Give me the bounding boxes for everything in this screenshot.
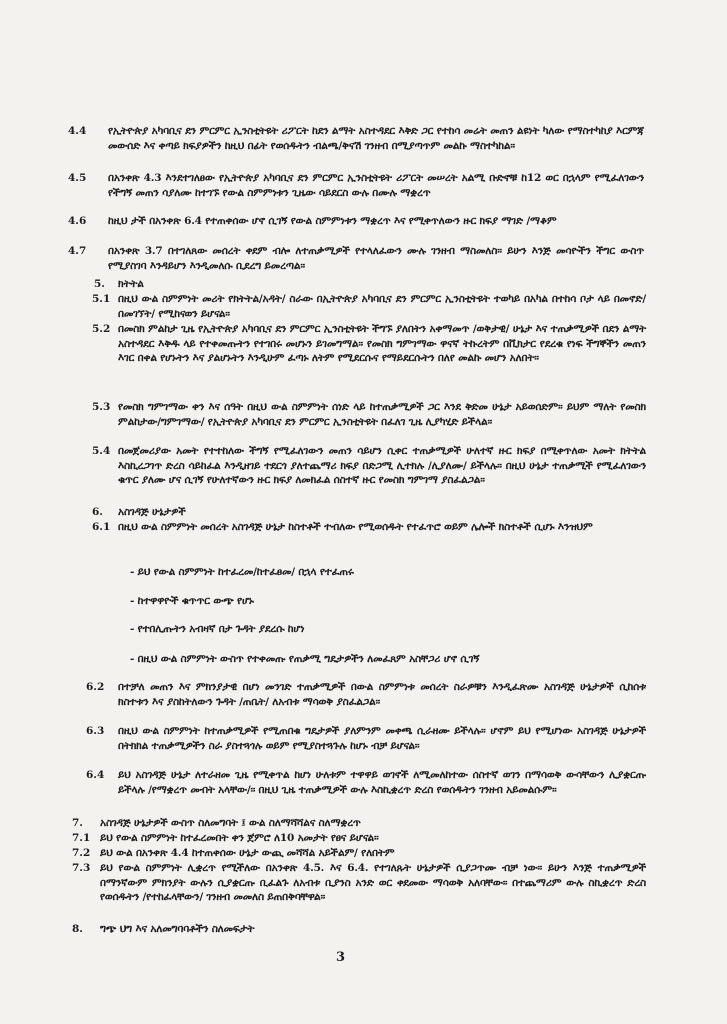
clause-7-3 (0, 861, 727, 905)
clause-number: 7.3 (72, 862, 91, 874)
section-title: ክትትል (118, 278, 144, 290)
clause-5-4 (0, 444, 727, 488)
section-8-heading (0, 922, 727, 937)
page-number: 3 (336, 950, 346, 965)
clause-text: በመጀመሪያው አመት የተተከለው ችግኝ የሚፈለገውን መጠን ሳይሆን ሲቀር ተጠቃሚዎች ሁለተኛ ዙር ክፍያ በሚቀጥለው አመት ክትትል እስኪረጋገጥ ድረስ ሳይከፈል እንዲዘገይ ተደርጎ ያለተጨማሪ ክፍያ በድጋሚ ሊተክሉ /ሊያለሙ/ ይችላሉ፡፡ በዚህ ሁኔታ ተጠቃሚች የሚፈለገውን ቁጥር ያለሙ ሆና ሲገኝ የሁለተኛውን ዙር ክፍያ ለመክፈል ሰስተኛ ዙር የመስክ ግምገማ ያስፈልጋል፡፡ (118, 445, 646, 487)
section-number: 7. (72, 817, 83, 829)
clause-text: ይህ ውል በአንቀጽ 4.4 ከተጠቀሰው ሁኔታ ውጪ መሻሻል አይችልም/ የለበትም (100, 847, 395, 859)
clause-text: በዚህ ውል ስምምነት መሪት የክትትል/አዳት/ ስራው በኢትዮጵያ አካባቢና ደን ምርምር ኢንስቲትዩት ተወካይ በአካል በተከሳ ቦታ ላይ በመኖድ/በመገኘት/ የሚከናወን ይሆናል፡፡ (118, 293, 646, 320)
clause-4-6 (0, 214, 727, 229)
bullet-text: - በዚህ ውል ስምምነት ውስጥ የተቀመጡ የጠቃሚ ግዴታዎችን ለመፈጸም አስቸጋሪ ሆኖ ሲገኝ (130, 653, 480, 665)
clause-number: 5.3 (92, 401, 111, 413)
list-item (0, 652, 727, 667)
clause-number: 5.4 (92, 445, 111, 457)
clause-text: ከዚህ ታች በአንቀጽ 6.4 የተጠቀሰው ሆኖ ሲገኝ የውል ስምምነቱን ማቋረጥ እና የሚቀጥለውን ዙር ክፍያ ማገድ /ማቆም (108, 215, 557, 227)
clause-number: 5.1 (92, 293, 111, 305)
section-number: 6. (92, 506, 103, 518)
bullet-text: - ይህ የውል ስምምነት ከተፈረመ/ከተፈፀመ/ በኋላ የተፈጠሩ (130, 566, 354, 578)
clause-number: 4.7 (68, 245, 87, 257)
clause-text: በአንቀጽ 3.7 በተገለጸው መሰረት ቀደም ብሎ ለተጠቃሚዎች የተላለፈውን ሙሉ ገንዘብ ማስመለስ፡፡ ይሁን እንጅ መሳዮችን ችግር ውስጥ የሚያስገባ እንዳይሆን እንዲመለሱ ቢደረግ ይመረጣል፡፡ (108, 245, 644, 272)
clause-number: 4.5 (68, 172, 87, 184)
clause-text: በተቻለ መጠን እና ምክንያታዊ በሆነ መንገድ ተጠቃሚዎች በውል ስምምነቱ መሰረት ስራዎቹን እንዲፈጽሙ አስገዳጅ ሁኔታዎች ሲከሰቱ ክስተቱን እና ያስከትለውን ጉዳት /ጠቤት/ ለአብቱ ማሳወቅ ያስፈልጋል፡፡ (118, 681, 646, 708)
section-number: 5. (94, 278, 105, 290)
section-5-heading (0, 277, 727, 292)
section-7-heading (0, 816, 727, 831)
clause-text: በአንቀጽ 4.3 እንደተገለፀው የኢትዮጵያ አካባቢና ደን ምርምር ኢንስቲትዩት ሪፖርት መሠረት አልሚ ቡድኖቹ ከ12 ወር በኋላም የሚፈለገውን የችግኝ መጠን ሳያለሙ ከተገኙ የውል ስምምነቱን ጊዜው ሳይደርስ ውሉ በሙሉ ማቋረጥ (108, 172, 644, 199)
clause-text: ይህ አስገዳጅ ሁኔታ ለተራዘመ ጊዜ የሚቀጥል ከሆነ ሁለቱም ተዋዋይ ወገኖች ለሚመለከተው ሰስተኛ ወገን በማሳወቅ ውሳቸውን ሊያቋርጡ ይችላሉ /የማቋረጥ መብት አላቸው/፡፡ በዚህ ጊዜ ተጠቃሚዎች ውሉ እስኪቋረጥ ድረስ የወሰዱትን ገንዘብ አይመልሱም፡፡ (118, 769, 646, 796)
clause-6-2 (0, 680, 727, 709)
clause-6-4 (0, 768, 727, 797)
clause-5-2 (0, 322, 727, 366)
clause-text: የኢትዮጵያ አካባቢና ደን ምርምር ኢንስቲትዩት ሪፖርት ከደን ልማት አስተዳደር እቅድ ጋር የተከሳ መሬት መጠን ልዩነት ካለው የማስተካከያ እርምጃ መውሰድ እና ቀጣይ ክፍያዎችን ከዚህ በፊት የወሰዱትን ብልጫ/ቅናሽ ገንዘብ በሚያጣጥም መልኩ ማስተካከል፡፡ (108, 125, 644, 152)
section-title: ግጭ ህግ እና አለመግባባቶችን ስለመፍታት (100, 923, 255, 935)
section-title: አስገዳጅ ሁኔታዎች (118, 506, 186, 518)
clause-number: 6.2 (86, 681, 105, 693)
clause-text: ይህ የውል ስምምነት ሊቋረጥ የሚችለው በአንቀጽ 4.5. እና 6.4. የተገለጹት ሁኔታዎች ሲያጋጥሙ ብቻ ነው፡፡ ይሁን እንጅ ተጠቃሚዎች በማንኛውም ምክንያት ውሉን ሲያቋርጡ ቢፈልጉ ለአብቱ ቢያንስ አንድ ወር ቀደመው ማሳወቅ አለባቸው፡፡ በተጨማሪም ውሉ ስኪቋረጥ ድረስ የወሰዱትን /የተከፈላቸውን/ ገንዘብ መመለስ ይጠበቅባቸዋል፡፡ (100, 862, 646, 904)
list-item (0, 622, 727, 637)
clause-number: 4.4 (68, 125, 87, 137)
clause-7-2 (0, 846, 727, 861)
clause-text: በዚህ ውል ስምምነት ከተጠቃሚዎች የሚጠበቁ ግዴታዎች ያለምንም መቀጫ ሲራዘሙ ይችላሉ፡፡ ሆኖም ይህ የሚሆነው አስገዳጅ ሁኔታዎች በትክክል ተጠቃሚዎችን ስራ ያስተጓጎሉ ወይም የሚያስተጓጉሉ ከሆኑ ብቻ ይሆናል፡፡ (118, 725, 646, 752)
clause-text: በመስክ ምልከታ ጊዜ የኢትዮጵያ አካባቢና ደን ምርምር ኢንስቲትዩት ችግኙ ያለበትን አቀማመጥ /ወቅታዊ/ ሁኔታ እና ተጠቃሚዎች በደን ልማት አስተዳደር እቅዱ ላይ የተቀመጡትን የተገበሩ መሆኑን ይገመግማል፡፡ የመስክ ግምገማው ዋናኛ ትኩረትም በቪክታር የደረቁ የነፍ ችግኞችን መጠን እገር በቀል የሆኑትን እና ያልሆኑትን እንዲሁም ፈጣኑ ለትም የሚደርሱና የማይደርሱትን በለየ መልኩ መሆን አለበት፡፡ (118, 323, 646, 365)
clause-5-3 (0, 400, 727, 429)
clause-4-7 (0, 244, 727, 273)
clause-text: በዚህ ውል ስምምነት መሰረት አስገዳጅ ሁኔታ ከስተቶች ተብለው የሚወሰዱት የተፈጥሮ ወይም ሌሎች ክስተቶች ሲሆኑ እንዝህም (118, 521, 593, 533)
clause-number: 6.4 (86, 769, 105, 781)
clause-6-3 (0, 724, 727, 753)
list-item (0, 594, 727, 609)
clause-7-1 (0, 831, 727, 846)
section-number: 8. (72, 923, 83, 935)
clause-5-1 (0, 292, 727, 321)
clause-number: 4.6 (68, 215, 87, 227)
bullet-text: - የተበሊጡትን አብዛኛ በታ ጉዳት ያደረሱ ከሆነ (130, 623, 305, 635)
clause-text: ይህ የውል ስምምነት ከተፈረመበት ቀን ጀምሮ ለ10 አመታት የፀና ይሆናል፡፡ (100, 832, 379, 844)
clause-text: የመስክ ግምገማው ቀን እና ሰዓት በዚህ ውል ስምምነት ሰነድ ላይ ከተጠቃሚዎች ጋር እንደ ቅድመ ሁኔታ አይወሰድም፡፡ ይህም ማለት የመስክ ምልከታው/ግምገማው/ የኢትዮጵያ አካባቢና ደን ምርምር ኢንስቲትዩት በፈለገ ጊዜ ሊያካሂድ ይችላል፡፡ (118, 401, 646, 428)
bullet-text: - ከተዋዋዮች ቁጥጥር ውጭ የሆኑ (130, 595, 254, 607)
clause-4-4 (0, 124, 727, 153)
clause-number: 5.2 (92, 323, 111, 335)
list-item (0, 565, 727, 580)
section-6-heading (0, 505, 727, 520)
section-title: አስገዳጅ ሁኔታዎች ውስጥ ስለመግባት ፤ ውል ስለማሻሻልና ስለማቋረጥ (100, 817, 361, 829)
clause-4-5 (0, 171, 727, 200)
clause-number: 7.1 (72, 832, 91, 844)
clause-number: 6.1 (92, 521, 111, 533)
clause-6-1 (0, 520, 727, 535)
clause-number: 7.2 (72, 847, 91, 859)
clause-number: 6.3 (86, 725, 105, 737)
